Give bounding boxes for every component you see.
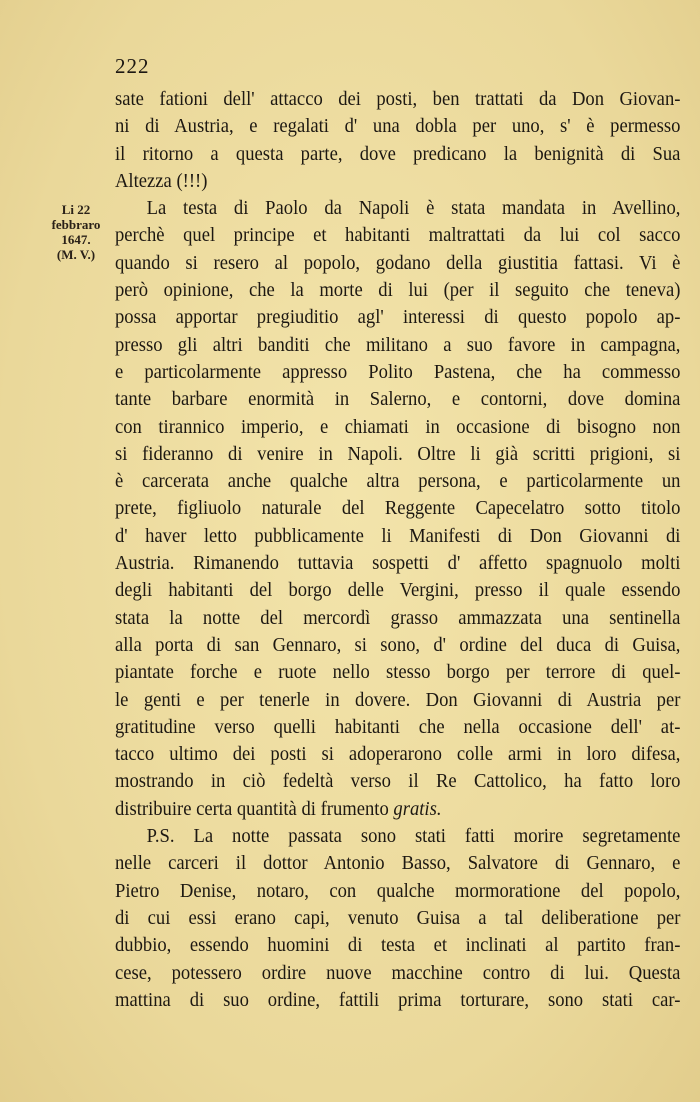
text-line-content: è carcerata anche qualche altra persona, e particolarmente un: [115, 470, 681, 493]
text-line-content: però opinione, che la morte di lui (per il seguito che teneva): [115, 279, 681, 302]
text-line: [115, 468, 680, 495]
text-line: [115, 823, 680, 850]
text-line: [115, 222, 680, 249]
body-text: [115, 86, 681, 1014]
text-line: [115, 141, 680, 168]
text-line-content: tacco ultimo dei posti si adoperarono colle armi in loro difesa,: [115, 743, 681, 766]
text-line: [115, 850, 680, 877]
text-line: [115, 332, 680, 359]
text-line: [115, 168, 680, 195]
margin-note-line: (M. V.): [56, 247, 96, 262]
text-line-content: Altezza (!!!): [115, 169, 208, 192]
text-line: [115, 386, 680, 413]
text-line-content: il ritorno a questa parte, dove predicano la benignità di Sua: [115, 142, 681, 165]
text-line-content: mattina di suo ordine, fattili prima torturare, sono stati car-: [115, 988, 681, 1011]
margin-note-line: 1647.: [61, 232, 91, 247]
text-line: [115, 195, 680, 222]
text-line: [115, 523, 680, 550]
text-line: [115, 878, 680, 905]
text-line: [115, 796, 680, 823]
text-line-content: si fideranno di venire in Napoli. Oltre li già scritti prigioni, si: [115, 442, 681, 465]
text-line-content: quando si resero al popolo, godano della giustitia fattasi. Vi è: [115, 251, 681, 274]
text-line-content: stata la notte del mercordì grasso ammazzata una sentinella: [115, 606, 681, 629]
text-line: [115, 495, 680, 522]
text-line-content: nelle carceri il dottor Antonio Basso, Salvatore di Gennaro, e: [115, 852, 681, 875]
text-line: [115, 687, 680, 714]
text-line-content: alla porta di san Gennaro, si sono, d' ordine del duca di Guisa,: [115, 633, 681, 656]
text-line: [115, 768, 680, 795]
text-line: [115, 113, 680, 140]
text-line: [115, 905, 680, 932]
text-line: [115, 359, 680, 386]
text-line: [115, 86, 680, 113]
text-line-content: P.S. La notte passata sono stati fatti morire segretamente: [146, 825, 681, 848]
text-line-content: dubbio, essendo huomini di testa et inclinati al partito fran-: [115, 934, 681, 957]
text-line: [115, 960, 680, 987]
text-line: [115, 277, 680, 304]
text-line-content: Pietro Denise, notaro, con qualche mormoratione del popolo,: [115, 879, 681, 902]
text-line-content: Austria. Rimanendo tuttavia sospetti d' affetto spagnuolo molti: [115, 552, 681, 575]
text-line: [115, 441, 680, 468]
text-line: [115, 659, 680, 686]
text-line: [115, 250, 680, 277]
text-line-content: cese, potessero ordire nuove macchine contro di lui. Questa: [115, 961, 681, 984]
text-line-content: possa apportar pregiuditio agl' interessi di questo popolo ap-: [115, 306, 681, 329]
page-number: 222: [115, 54, 150, 78]
text-line-content: perchè quel principe et habitanti maltrattati da lui col sacco: [115, 224, 681, 247]
italic-word: gratis.: [388, 797, 442, 820]
text-line-content: presso gli altri banditi che militano a suo favore in campagna,: [115, 333, 681, 356]
text-line-content: La testa di Paolo da Napoli è stata mandata in Avellino,: [146, 197, 681, 220]
text-line: [115, 414, 680, 441]
text-line-content: d' haver letto pubblicamente li Manifesti di Don Giovanni di: [115, 524, 681, 547]
text-line: [115, 987, 680, 1014]
text-line: [115, 577, 680, 604]
text-line-content: distribuire certa quantità di frumento: [115, 797, 389, 820]
text-line-content: piantate forche e ruote nello stesso borgo per terrore di quel-: [115, 661, 681, 684]
text-line: [115, 550, 680, 577]
margin-note-line: febbraro: [51, 217, 101, 232]
text-line-content: ni di Austria, e regalati d' una dobla per uno, s' è permesso: [115, 115, 681, 138]
text-line: [115, 714, 680, 741]
text-line-content: di cui essi erano capi, venuto Guisa a tal deliberatione per: [115, 906, 681, 929]
text-line-content: le genti e per tenerle in dovere. Don Giovanni di Austria per: [115, 688, 681, 711]
text-line-content: e particolarmente appresso Polito Pastena, che ha commesso: [115, 360, 681, 383]
text-line: [115, 632, 680, 659]
text-line-content: con tirannico imperio, e chiamati in occasione di bisogno non: [115, 415, 681, 438]
text-line-content: prete, figliuolo naturale del Reggente Capecelatro sotto titolo: [115, 497, 681, 520]
text-line-content: degli habitanti del borgo delle Vergini, presso il quale essendo: [115, 579, 681, 602]
text-line: [115, 304, 680, 331]
text-line: [115, 932, 680, 959]
text-line: [115, 741, 680, 768]
text-line-content: gratitudine verso quelli habitanti che nella occasione dell' at-: [115, 715, 681, 738]
text-line-content: mostrando in ciò fedeltà verso il Re Cattolico, ha fatto loro: [115, 770, 681, 793]
text-line-content: tante barbare enormità in Salerno, e contorni, dove domina: [115, 388, 681, 411]
text-line: [115, 605, 680, 632]
text-line-content: sate fationi dell' attacco dei posti, ben trattati da Don Giovan-: [115, 88, 681, 110]
margin-date-note: [40, 202, 112, 262]
margin-note-line: Li 22: [61, 202, 91, 217]
